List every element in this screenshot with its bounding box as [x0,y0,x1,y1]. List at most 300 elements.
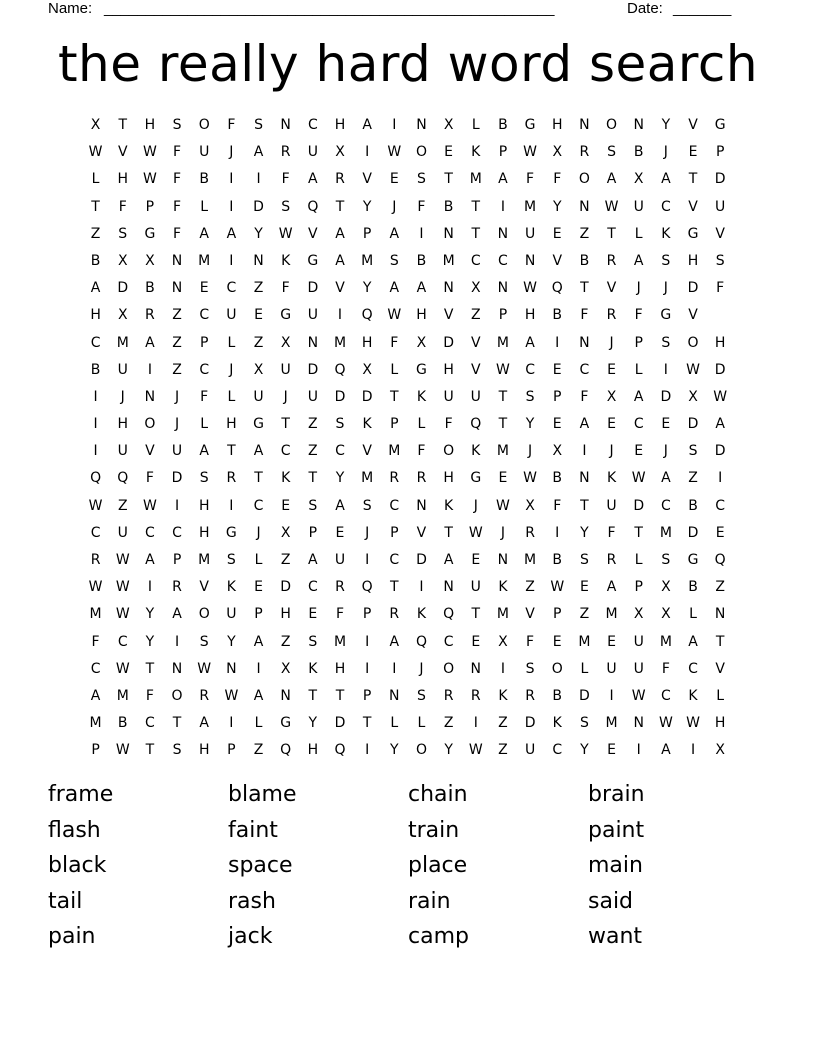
grid-letter[interactable]: C [389,552,400,568]
grid-letter[interactable]: G [280,307,292,324]
grid-letter[interactable]: H [443,470,454,487]
grid-letter[interactable]: U [606,497,617,514]
grid-letter[interactable]: N [579,198,590,215]
grid-letter[interactable]: S [362,497,372,514]
grid-letter[interactable]: A [90,687,101,704]
grid-letter[interactable]: U [253,388,264,405]
grid-letter[interactable]: W [631,687,646,704]
grid-letter[interactable]: E [688,144,698,161]
grid-letter[interactable]: E [607,416,616,433]
grid-letter[interactable]: D [416,552,427,568]
grid-letter[interactable]: G [307,252,319,269]
grid-letter[interactable]: N [416,117,427,133]
grid-letter[interactable]: A [416,280,427,297]
grid-letter[interactable]: E [498,470,508,487]
grid-letter[interactable]: M [496,606,509,623]
grid-letter[interactable]: W [468,742,483,759]
grid-letter[interactable]: A [253,443,264,460]
grid-letter[interactable]: J [120,388,125,405]
grid-letter[interactable]: C [172,524,182,541]
grid-letter[interactable]: P [553,388,562,405]
grid-letter[interactable]: S [172,742,182,759]
grid-letter[interactable]: G [416,361,427,378]
grid-letter[interactable]: K [416,606,427,623]
grid-letter[interactable]: F [661,660,670,677]
grid-letter[interactable]: J [528,443,533,460]
grid-letter[interactable]: M [578,633,591,650]
grid-letter[interactable]: Z [579,225,590,242]
grid-letter[interactable]: O [415,144,427,161]
grid-letter[interactable]: A [389,280,400,297]
grid-letter[interactable]: C [307,117,318,133]
grid-letter[interactable]: U [443,388,454,405]
grid-letter[interactable]: F [607,524,616,541]
grid-letter[interactable]: H [524,307,536,324]
grid-letter[interactable]: F [390,334,399,351]
grid-letter[interactable]: B [498,117,508,133]
grid-letter[interactable]: A [661,470,671,487]
grid-letter[interactable]: U [226,606,237,623]
grid-letter[interactable]: M [659,633,672,650]
grid-letter[interactable]: W [115,742,130,759]
grid-letter[interactable]: Z [498,742,508,759]
grid-letter[interactable]: J [663,280,668,297]
grid-letter[interactable]: O [198,117,210,133]
grid-letter[interactable]: R [470,687,481,704]
grid-letter[interactable]: L [91,171,100,188]
grid-letter[interactable]: U [470,388,481,405]
grid-letter[interactable]: Z [443,715,454,732]
grid-letter[interactable]: X [280,524,291,541]
grid-letter[interactable]: Y [254,225,263,242]
grid-letter[interactable]: R [443,687,454,704]
grid-letter[interactable]: W [197,660,212,677]
grid-letter[interactable]: I [229,198,234,215]
grid-letter[interactable]: P [172,552,182,568]
grid-letter[interactable]: W [496,497,510,514]
grid-letter[interactable]: G [470,470,482,487]
grid-letter[interactable]: U [470,579,481,596]
grid-letter[interactable]: S [525,660,535,677]
grid-letter[interactable]: Y [308,715,318,732]
grid-letter[interactable]: A [253,144,264,161]
grid-letter[interactable]: I [229,252,234,269]
grid-letter[interactable]: L [580,660,589,677]
grid-letter[interactable]: J [473,497,478,514]
grid-letter[interactable]: H [443,361,454,378]
grid-letter[interactable]: I [93,443,98,460]
grid-letter[interactable]: H [334,660,346,677]
grid-letter[interactable]: Z [253,742,264,759]
grid-letter[interactable]: S [579,715,589,732]
grid-letter[interactable]: C [199,307,210,324]
grid-letter[interactable]: C [552,742,563,759]
grid-letter[interactable]: D [443,334,454,351]
grid-letter[interactable]: F [526,171,535,188]
grid-letter[interactable]: S [199,470,209,487]
grid-letter[interactable]: U [117,443,128,460]
grid-letter[interactable]: V [443,307,454,324]
grid-letter[interactable]: T [362,715,372,732]
grid-letter[interactable]: W [142,171,157,188]
grid-letter[interactable]: T [471,225,481,242]
grid-letter[interactable]: H [714,715,726,732]
grid-letter[interactable]: Y [525,416,535,433]
grid-letter[interactable]: V [117,144,128,161]
grid-letter[interactable]: C [660,198,671,215]
grid-letter[interactable]: R [525,524,535,541]
grid-letter[interactable]: P [390,524,399,541]
grid-letter[interactable]: D [579,687,590,704]
grid-letter[interactable]: E [607,633,616,650]
grid-letter[interactable]: M [116,687,129,704]
grid-letter[interactable]: J [229,361,234,378]
grid-letter[interactable]: T [254,470,263,487]
grid-letter[interactable]: W [142,144,157,161]
grid-letter[interactable]: R [335,171,345,188]
grid-letter[interactable]: K [444,497,454,514]
grid-letter[interactable]: H [280,606,291,623]
grid-letter[interactable]: K [498,687,508,704]
grid-letter[interactable]: L [417,416,426,433]
grid-letter[interactable]: I [93,388,98,405]
grid-letter[interactable]: I [93,416,98,433]
grid-letter[interactable]: T [444,171,453,188]
grid-letter[interactable]: T [390,388,399,405]
grid-letter[interactable]: R [606,307,617,324]
grid-letter[interactable]: A [308,552,318,568]
grid-letter[interactable]: M [605,606,618,623]
grid-letter[interactable]: Q [280,742,292,759]
grid-letter[interactable]: E [634,443,644,460]
grid-letter[interactable]: N [497,552,509,568]
grid-letter[interactable]: W [88,579,103,596]
grid-letter[interactable]: D [253,198,264,215]
grid-letter[interactable]: X [117,307,128,324]
grid-letter[interactable]: R [606,252,617,269]
grid-letter[interactable]: A [172,606,182,623]
grid-letter[interactable]: S [661,252,671,269]
grid-letter[interactable]: Z [579,606,590,623]
grid-letter[interactable]: C [145,524,155,541]
grid-letter[interactable]: C [579,361,590,378]
grid-letter[interactable]: P [553,606,562,623]
grid-letter[interactable]: V [688,117,698,133]
grid-letter[interactable]: T [498,416,508,433]
grid-letter[interactable]: A [606,579,617,596]
grid-letter[interactable]: F [444,416,453,433]
grid-letter[interactable]: M [89,715,102,732]
grid-letter[interactable]: C [389,497,400,514]
grid-letter[interactable]: M [89,606,102,623]
grid-letter[interactable]: Z [280,552,291,568]
grid-letter[interactable]: P [498,307,508,324]
grid-letter[interactable]: F [634,307,643,324]
grid-letter[interactable]: G [687,225,699,242]
date-field-line[interactable]: _______ [673,0,732,17]
grid-letter[interactable]: N [171,660,183,677]
grid-letter[interactable]: W [523,280,537,297]
grid-letter[interactable]: T [580,497,589,514]
grid-letter[interactable]: N [171,252,183,269]
grid-letter[interactable]: I [500,198,505,215]
grid-letter[interactable]: I [229,497,234,514]
grid-letter[interactable]: P [362,606,372,623]
grid-letter[interactable]: L [634,225,643,242]
grid-letter[interactable]: V [362,443,372,460]
grid-letter[interactable]: H [144,117,156,133]
grid-letter[interactable]: N [389,687,400,704]
grid-letter[interactable]: T [227,443,236,460]
grid-letter[interactable]: O [198,606,210,623]
grid-letter[interactable]: W [686,715,700,732]
grid-letter[interactable]: D [280,579,292,596]
grid-letter[interactable]: S [308,633,318,650]
grid-letter[interactable]: T [444,524,453,541]
grid-letter[interactable]: U [117,361,128,378]
grid-letter[interactable]: E [715,524,725,541]
grid-letter[interactable]: P [715,144,725,161]
grid-letter[interactable]: I [609,687,614,704]
grid-letter[interactable]: E [308,606,318,623]
grid-letter[interactable]: A [335,252,345,269]
grid-letter[interactable]: F [335,606,345,623]
grid-letter[interactable]: E [199,280,209,297]
grid-letter[interactable]: C [660,687,671,704]
grid-letter[interactable]: H [90,307,101,324]
grid-letter[interactable]: F [417,198,426,215]
grid-letter[interactable]: I [636,742,641,759]
grid-letter[interactable]: S [417,171,426,188]
grid-letter[interactable]: O [606,117,618,133]
grid-letter[interactable]: S [226,552,236,568]
grid-letter[interactable]: X [253,361,264,378]
grid-letter[interactable]: B [90,361,101,378]
grid-letter[interactable]: R [389,470,400,487]
grid-letter[interactable]: J [500,524,505,541]
grid-letter[interactable]: H [334,117,346,133]
grid-letter[interactable]: S [308,497,318,514]
grid-letter[interactable]: E [335,524,345,541]
grid-letter[interactable]: I [365,144,370,161]
grid-letter[interactable]: C [145,715,155,732]
grid-letter[interactable]: K [471,443,481,460]
grid-letter[interactable]: N [144,388,156,405]
grid-letter[interactable]: M [333,633,347,650]
grid-letter[interactable]: N [226,660,237,677]
grid-letter[interactable]: Y [444,742,453,759]
grid-letter[interactable]: A [226,225,237,242]
grid-letter[interactable]: A [253,687,264,704]
grid-letter[interactable]: F [200,388,209,405]
grid-letter[interactable]: V [715,660,725,677]
grid-letter[interactable]: Z [253,280,264,297]
grid-letter[interactable]: Z [253,334,264,351]
grid-letter[interactable]: V [308,225,318,242]
grid-letter[interactable]: P [362,687,372,704]
grid-letter[interactable]: Q [307,198,319,215]
grid-letter[interactable]: A [199,443,209,460]
grid-letter[interactable]: S [579,552,589,568]
grid-letter[interactable]: D [687,524,699,541]
grid-letter[interactable]: A [308,171,318,188]
grid-letter[interactable]: D [334,388,346,405]
grid-letter[interactable]: P [199,334,209,351]
grid-letter[interactable]: H [198,524,210,541]
grid-letter[interactable]: O [578,171,590,188]
grid-letter[interactable]: E [254,307,263,324]
grid-letter[interactable]: S [118,225,128,242]
grid-letter[interactable]: A [661,742,671,759]
grid-letter[interactable]: I [174,497,180,514]
grid-letter[interactable]: Q [415,633,427,650]
grid-letter[interactable]: F [145,470,154,487]
grid-letter[interactable]: X [633,171,644,188]
grid-letter[interactable]: N [579,117,590,133]
grid-letter[interactable]: H [198,742,210,759]
grid-letter[interactable]: E [661,416,671,433]
grid-letter[interactable]: H [226,416,237,433]
grid-letter[interactable]: W [115,552,130,568]
grid-letter[interactable]: F [281,171,290,188]
grid-letter[interactable]: H [198,497,210,514]
grid-letter[interactable]: N [307,334,319,351]
grid-letter[interactable]: X [443,117,454,133]
grid-letter[interactable]: G [253,416,264,433]
grid-letter[interactable]: Z [172,361,182,378]
grid-letter[interactable]: A [688,633,698,650]
grid-letter[interactable]: O [171,687,183,704]
grid-letter[interactable]: D [361,388,373,405]
grid-letter[interactable]: Q [443,606,455,623]
grid-letter[interactable]: K [226,579,236,596]
grid-letter[interactable]: C [253,497,264,514]
grid-letter[interactable]: A [145,552,155,568]
grid-letter[interactable]: E [281,497,291,514]
grid-letter[interactable]: U [117,524,128,541]
grid-letter[interactable]: C [90,334,101,351]
grid-letter[interactable]: I [174,633,180,650]
grid-letter[interactable]: T [607,225,616,242]
grid-letter[interactable]: A [715,416,725,433]
grid-letter[interactable]: F [227,117,236,133]
grid-letter[interactable]: H [361,334,373,351]
grid-letter[interactable]: V [335,280,345,297]
grid-letter[interactable]: N [470,660,481,677]
grid-letter[interactable]: B [416,252,427,269]
grid-letter[interactable]: X [552,144,563,161]
grid-letter[interactable]: I [663,361,668,378]
grid-letter[interactable]: C [633,416,644,433]
grid-letter[interactable]: M [469,171,482,188]
grid-letter[interactable]: A [525,334,535,351]
grid-letter[interactable]: L [634,361,643,378]
grid-letter[interactable]: Y [552,198,562,215]
grid-letter[interactable]: H [551,117,563,133]
grid-letter[interactable]: N [253,252,264,269]
grid-letter[interactable]: Y [580,742,589,759]
grid-letter[interactable]: E [607,742,616,759]
grid-letter[interactable]: S [661,552,671,568]
grid-letter[interactable]: M [198,552,211,568]
grid-letter[interactable]: L [227,334,236,351]
grid-letter[interactable]: W [387,307,402,324]
grid-letter[interactable]: Q [117,470,129,487]
grid-letter[interactable]: F [417,443,426,460]
grid-letter[interactable]: T [580,280,589,297]
grid-letter[interactable]: F [553,497,562,514]
grid-letter[interactable]: U [633,660,644,677]
grid-letter[interactable]: W [523,470,537,487]
grid-letter[interactable]: P [362,225,372,242]
grid-letter[interactable]: W [115,579,130,596]
grid-letter[interactable]: W [686,361,700,378]
grid-letter[interactable]: B [552,552,563,568]
grid-letter[interactable]: I [582,443,587,460]
name-field-line[interactable]: ______________________________________________________ [104,0,555,17]
grid-letter[interactable]: A [335,225,345,242]
grid-letter[interactable]: F [580,307,589,324]
grid-letter[interactable]: S [607,144,616,161]
grid-letter[interactable]: J [636,280,641,297]
grid-letter[interactable]: N [497,280,509,297]
grid-letter[interactable]: E [552,633,562,650]
grid-letter[interactable]: A [633,252,644,269]
grid-letter[interactable]: G [660,307,672,324]
grid-letter[interactable]: X [525,497,535,514]
grid-letter[interactable]: N [280,117,291,133]
grid-letter[interactable]: C [307,579,318,596]
grid-letter[interactable]: D [687,416,699,433]
grid-letter[interactable]: M [524,198,537,215]
grid-letter[interactable]: B [633,144,644,161]
grid-letter[interactable]: B [443,198,454,215]
grid-letter[interactable]: M [496,334,509,351]
grid-letter[interactable]: W [387,144,402,161]
grid-letter[interactable]: W [523,144,537,161]
grid-letter[interactable]: S [335,416,345,433]
grid-letter[interactable]: D [714,361,726,378]
grid-letter[interactable]: F [118,198,127,215]
grid-letter[interactable]: N [497,225,509,242]
grid-letter[interactable]: A [335,497,345,514]
grid-letter[interactable]: J [392,198,397,215]
grid-letter[interactable]: U [280,361,291,378]
grid-letter[interactable]: M [659,524,672,541]
grid-letter[interactable]: D [334,715,346,732]
grid-letter[interactable]: P [498,144,508,161]
grid-letter[interactable]: N [416,497,427,514]
grid-letter[interactable]: I [473,715,478,732]
grid-letter[interactable]: M [524,552,537,568]
grid-letter[interactable]: N [443,225,454,242]
grid-letter[interactable]: K [308,660,318,677]
grid-letter[interactable]: N [633,715,644,732]
grid-letter[interactable]: S [199,633,209,650]
grid-letter[interactable]: V [362,171,372,188]
grid-letter[interactable]: F [580,388,589,405]
grid-letter[interactable]: F [526,633,535,650]
grid-letter[interactable]: T [308,470,318,487]
grid-letter[interactable]: C [525,361,535,378]
grid-letter[interactable]: W [278,225,293,242]
grid-letter[interactable]: C [280,443,291,460]
grid-letter[interactable]: C [688,660,698,677]
grid-letter[interactable]: D [660,388,672,405]
grid-letter[interactable]: S [172,117,182,133]
grid-letter[interactable]: Y [335,470,345,487]
grid-letter[interactable]: Y [145,606,155,623]
